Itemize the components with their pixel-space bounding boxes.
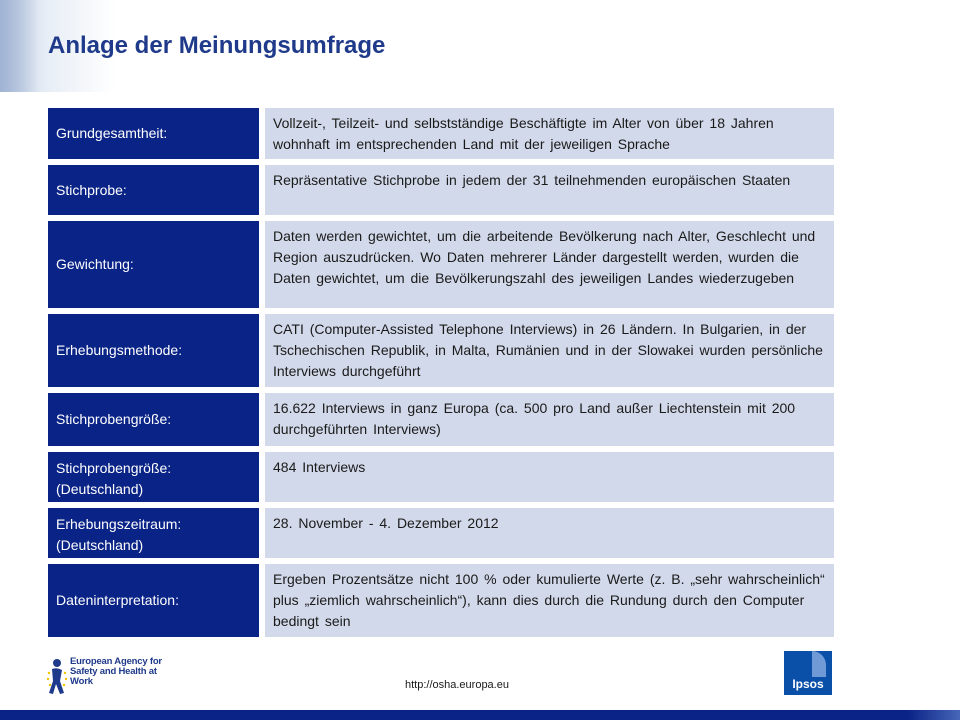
table-row: [48, 314, 834, 387]
row-value: Daten werden gewichtet, um die arbeitende Bevölkerung nach Alter, Geschlecht und Region auszudrücken. Wo Daten mehrerer Länder dargestellt werden, wurden die Daten gewichtet, um die Bevölkerungszahl des jeweiligen Landes wiederzugeben: [265, 221, 834, 308]
ipsos-logo: [784, 651, 832, 695]
eu-osha-figure-icon: [46, 657, 70, 697]
row-value: 484 Interviews: [265, 452, 834, 502]
row-value: CATI (Computer-Assisted Telephone Interviews) in 26 Ländern. In Bulgarien, in der Tschechischen Republik, in Malta, Rumänien und in der Slowakei wurden persönliche Interviews durchgeführt: [265, 314, 834, 387]
footer-bar-accent: [908, 710, 960, 720]
footer-url[interactable]: http://osha.europa.eu: [405, 679, 509, 691]
table-row: [48, 165, 834, 215]
row-label: Grundgesamtheit:: [48, 108, 259, 159]
footer-bar: [0, 710, 960, 720]
table-row: [48, 393, 834, 446]
row-value: Repräsentative Stichprobe in jedem der 31 teilnehmenden europäischen Staaten: [265, 165, 834, 215]
row-label: Stichprobengröße: (Deutschland): [48, 452, 259, 502]
ipsos-shape-icon: [784, 651, 832, 677]
table-row: [48, 452, 834, 502]
eu-osha-logo: [46, 655, 176, 697]
page-title: Anlage der Meinungsumfrage: [48, 32, 386, 59]
row-label: Erhebungsmethode:: [48, 314, 259, 387]
ipsos-text: Ipsos: [792, 677, 824, 691]
row-label: Gewichtung:: [48, 221, 259, 308]
row-label: Stichprobe:: [48, 165, 259, 215]
table-row: [48, 221, 834, 308]
table-row: [48, 564, 834, 637]
row-value: 16.622 Interviews in ganz Europa (ca. 500 pro Land außer Liechtenstein mit 200 durchgeführten Interviews): [265, 393, 834, 446]
agency-name: European Agency for Safety and Health at Work: [70, 656, 162, 687]
row-label: Stichprobengröße:: [48, 393, 259, 446]
row-label: Erhebungszeitraum: (Deutschland): [48, 508, 259, 558]
table-row: [48, 108, 834, 159]
table-row: [48, 508, 834, 558]
row-value: Ergeben Prozentsätze nicht 100 % oder kumulierte Werte (z. B. „sehr wahrscheinlich“ plus „ziemlich wahrscheinlich“), kann dies durch die Rundung durch den Computer bedingt sein: [265, 564, 834, 637]
row-value: Vollzeit-, Teilzeit- und selbstständige Beschäftigte im Alter von über 18 Jahren wohnhaft im entsprechenden Land mit der jeweiligen Sprache: [265, 108, 834, 159]
row-label: Dateninterpretation:: [48, 564, 259, 637]
row-value: 28. November - 4. Dezember 2012: [265, 508, 834, 558]
